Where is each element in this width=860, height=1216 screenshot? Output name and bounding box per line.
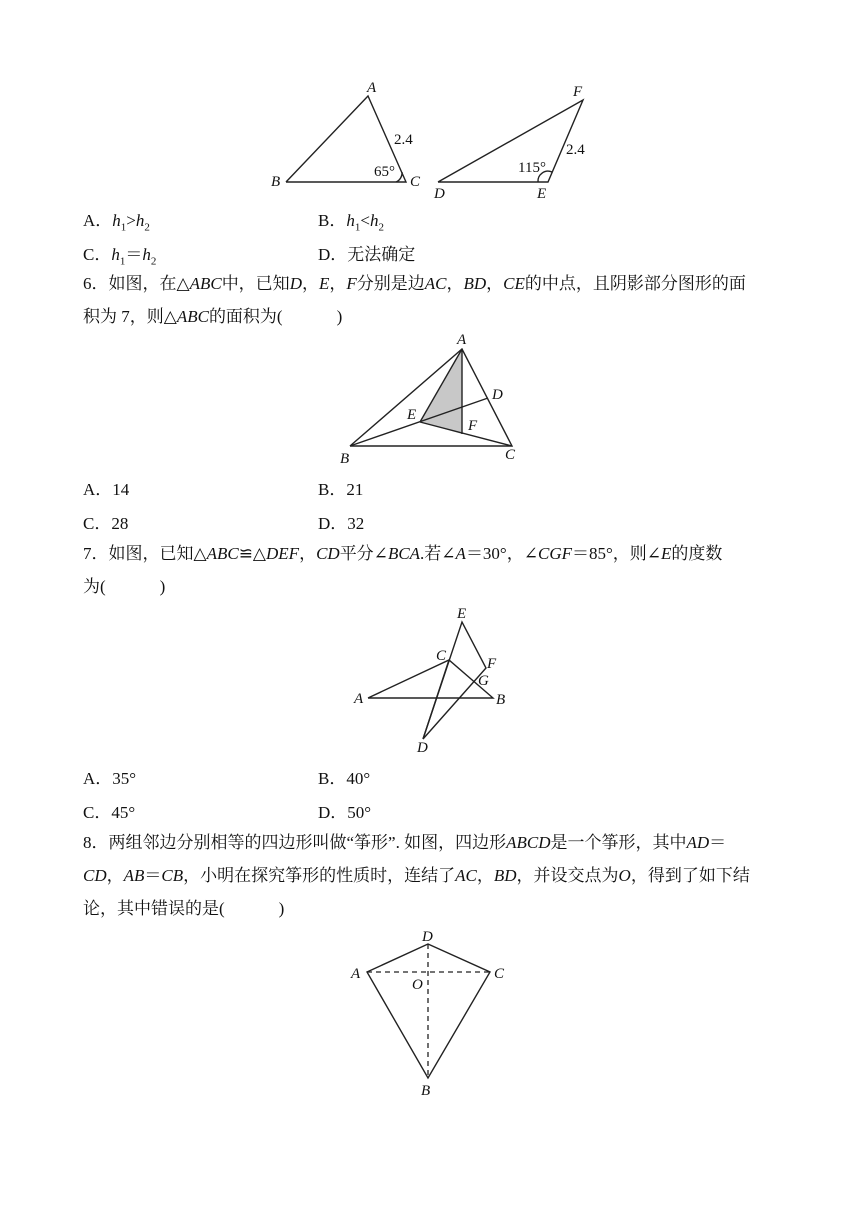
label-b: B (340, 451, 350, 467)
option-a[interactable]: A．35° (83, 769, 137, 788)
side-length-label: 2.4 (566, 142, 585, 158)
angle-label: 65° (374, 164, 395, 180)
label-o: O (412, 977, 423, 993)
figure-q5 (0, 0, 860, 210)
triangle-abc-q5 (271, 80, 421, 190)
option-c[interactable]: C．45° (83, 803, 136, 822)
label-c: C (494, 966, 505, 982)
triangle-def-q5 (433, 84, 585, 202)
label-c: C (410, 174, 421, 190)
label-a: A (351, 966, 361, 982)
label-a: A (367, 80, 377, 96)
label-d: D (422, 929, 433, 945)
label-d: D (434, 186, 445, 202)
question-8: 8．两组邻边分别相等的四边形叫做“筝形”. 如图，四边形ABCD是一个筝形，其中AD＝ CD，AB＝CB，小明在探究筝形的性质时，连结了AC，BD，并设交点为O，得到了如下结 论，其中错误的是( ) (83, 833, 750, 918)
figure-q8 (0, 925, 860, 1105)
shaded-region (420, 349, 462, 434)
label-b: B (421, 1083, 431, 1099)
label-e: E (457, 606, 467, 622)
label-c: C (436, 648, 447, 664)
label-e: E (407, 407, 417, 423)
label-d: D (417, 740, 428, 756)
label-f: F (487, 656, 497, 672)
label-b: B (271, 174, 281, 190)
label-b: B (496, 692, 506, 708)
label-a: A (354, 691, 364, 707)
label-f: F (468, 418, 478, 434)
side-length-label: 2.4 (394, 132, 413, 148)
option-d[interactable]: D．50° (318, 803, 372, 822)
label-d: D (492, 387, 503, 403)
label-g: G (478, 673, 489, 689)
label-c: C (505, 447, 516, 463)
figure-q7 (0, 600, 860, 760)
option-a[interactable]: A．14 (83, 480, 130, 499)
option-c[interactable]: C．$h_1=h_2$ (83, 245, 157, 268)
option-b[interactable]: B．40° (318, 769, 371, 788)
question-7: 7．如图，已知△ABC≌△DEF，CD平分∠BCA.若∠A＝30°，∠CGF＝85°，则∠E的度数 为( ) (83, 544, 723, 596)
label-f: F (573, 84, 583, 100)
option-d[interactable]: D．32 (318, 514, 365, 533)
label-a: A (457, 332, 467, 348)
label-e: E (537, 186, 547, 202)
angle-label: 115° (518, 160, 546, 176)
question-6: 6．如图，在△ABC中，已知D，E，F分别是边AC，BD，CE的中点，且阴影部分图形的面 积为 7，则△ABC的面积为( ) (83, 274, 746, 326)
figure-q6 (0, 330, 860, 470)
option-a[interactable]: A．$h_1>h_2$ (83, 211, 150, 234)
option-d[interactable]: D．无法确定 (318, 245, 416, 264)
option-b[interactable]: B．$h_1<h_2$ (318, 211, 384, 234)
option-b[interactable]: B．21 (318, 480, 364, 499)
option-c[interactable]: C．28 (83, 514, 129, 533)
angle-arc-65 (396, 172, 402, 182)
